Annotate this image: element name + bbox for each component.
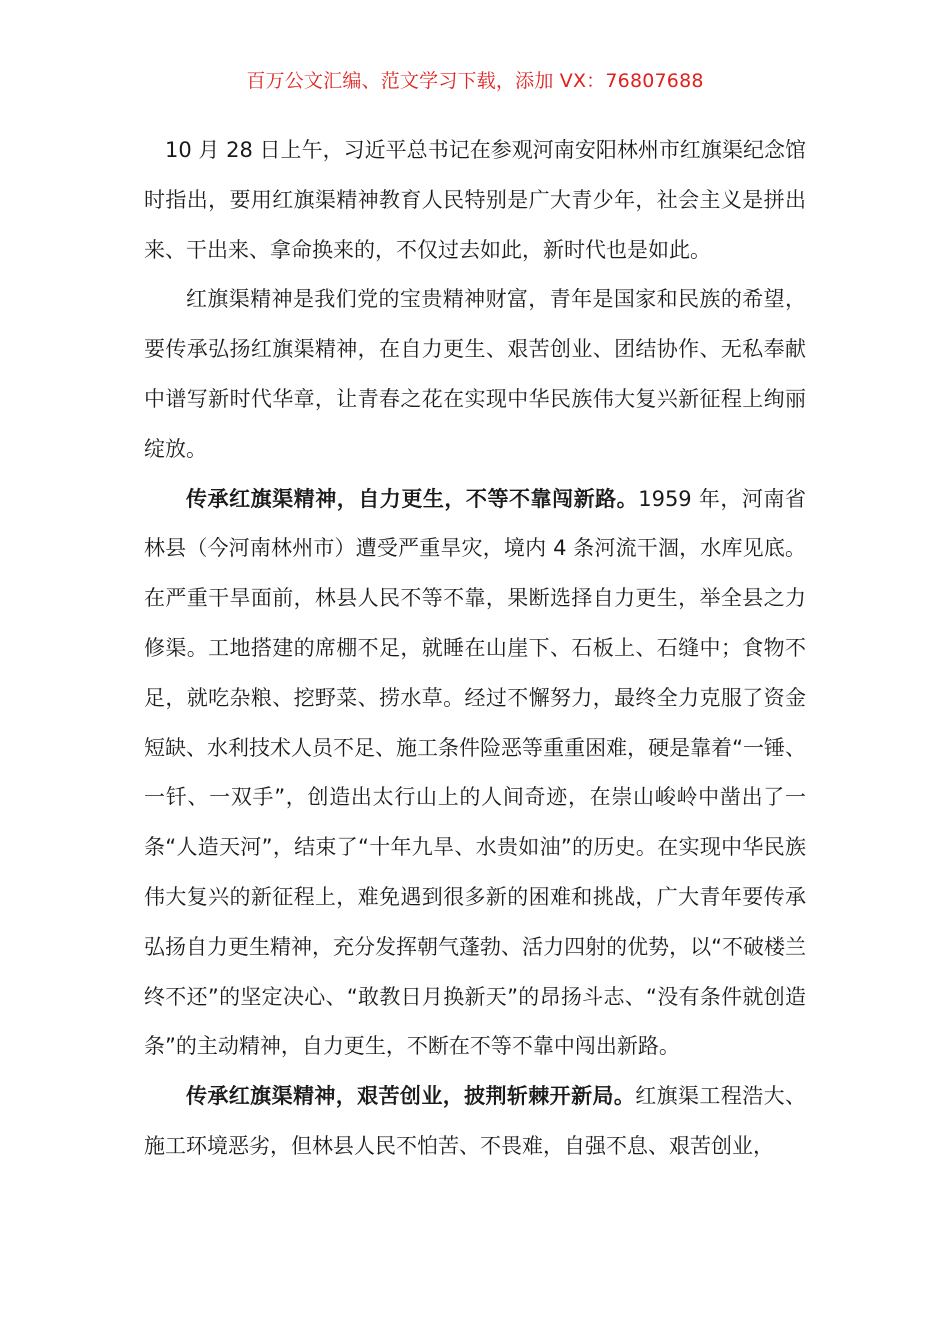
paragraph-text: 红旗渠精神是我们党的宝贵精神财富，青年是国家和民族的希望，要传承弘扬红旗渠精神，在自力更生、艰苦创业、团结协作、无私奉献中谱写新时代华章，让青春之花在实现中华民族伟大复兴新征程上绚丽绽放。 (144, 287, 806, 461)
paragraph-text: 1959 年，河南省林县（今河南林州市）遭受严重旱灾，境内 4 条河流干涸，水库见底。在严重干旱面前，林县人民不等不靠，果断选择自力更生，举全县之力修渠。工地搭建的席棚不足，就睡在山崖下、石板上、石缝中；食物不足，就吃杂粮、挖野菜、捞水草。经过不懈努力，最终全力克服了资金短缺、水利技术人员不足、施工条件险恶等重重困难，硬是靠着“一锤、一钎、一双手”，创造出太行山上的人间奇迹，在崇山峻岭中凿出了一条“人造天河”，结束了“十年九旱、水贵如油”的历史。在实现中华民族伟大复兴的新征程上，难免遇到很多新的困难和挑战，广大青年要传承弘扬自力更生精神，充分发挥朝气蓬勃、活力四射的优势，以“不破楼兰终不还”的坚定决心、“敢教日月换新天”的昂扬斗志、“没有条件就创造条”的主动精神，自力更生，不断在不等不靠中闯出新路。 (144, 486, 807, 1059)
paragraph-text: 红旗渠工程浩大、施工环境恶劣，但林县人民不怕苦、不畏难，自强不息、艰苦创业， (144, 1084, 806, 1158)
paragraph-lead: 传承红旗渠精神，艰苦创业，披荆斩棘开新局。 (186, 1084, 636, 1109)
paragraph-hard-work (144, 1072, 806, 1172)
header-banner: 百万公文汇编、范文学习下载，添加 VX：76807688 (246, 70, 704, 92)
article-body (144, 126, 806, 1172)
paragraph-thesis (144, 275, 806, 474)
paragraph-self-reliance (144, 475, 806, 1073)
paragraph-text: 10 月 28 日上午，习近平总书记在参观河南安阳林州市红旗渠纪念馆时指出，要用红旗渠精神教育人民特别是广大青少年，社会主义是拼出来、干出来、拿命换来的，不仅过去如此，新时代也是如此。 (144, 138, 806, 262)
paragraph-intro (144, 126, 806, 275)
paragraph-lead: 传承红旗渠精神，自力更生，不等不靠闯新路。 (186, 486, 639, 511)
